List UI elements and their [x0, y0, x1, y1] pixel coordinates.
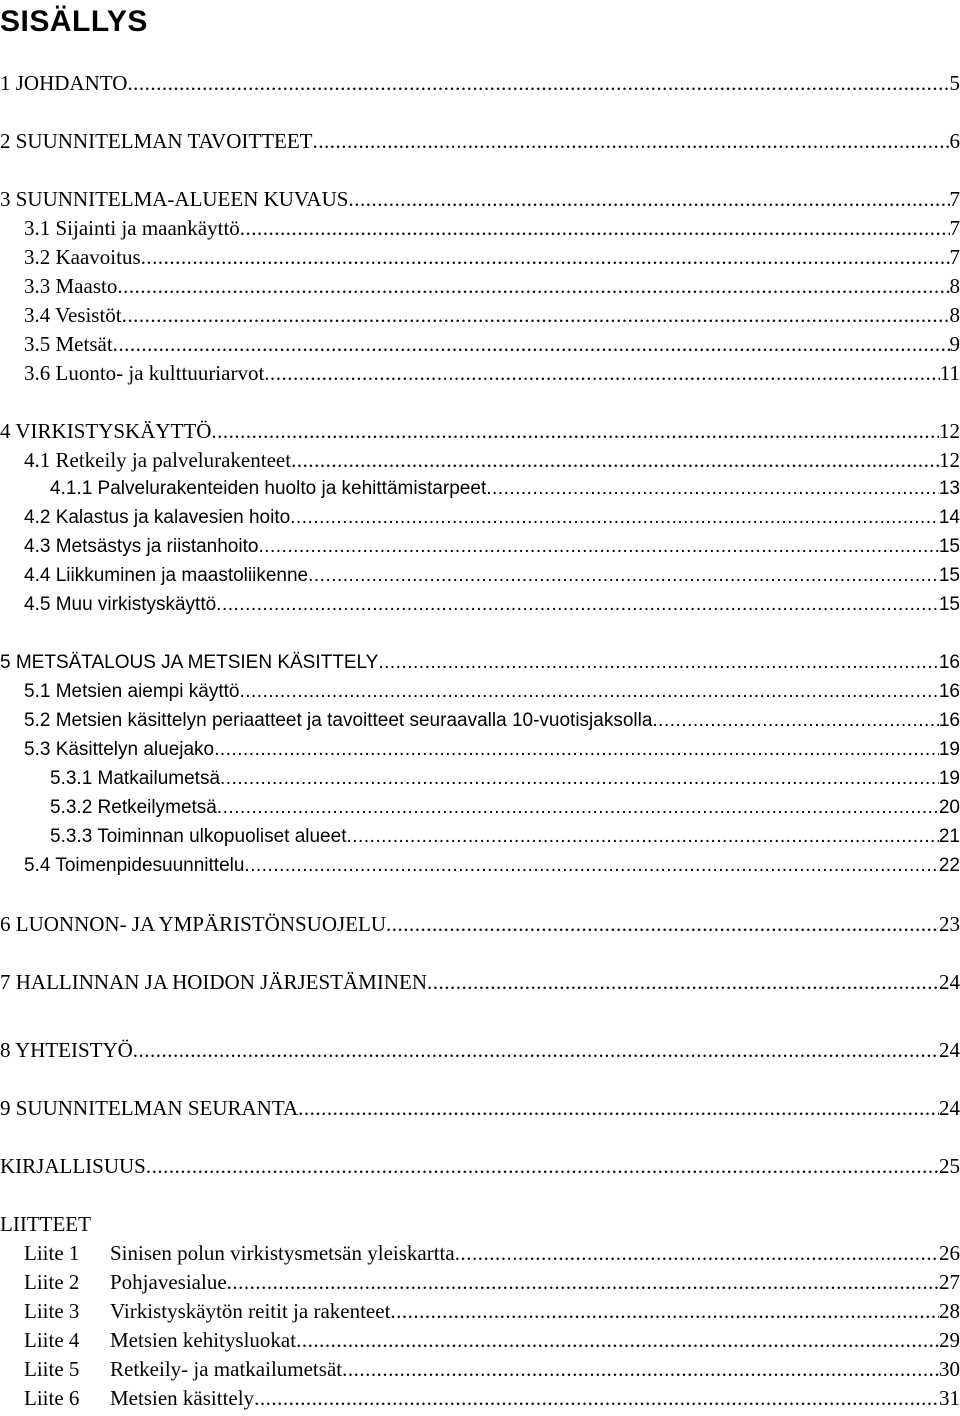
toc-entry[interactable] [24, 561, 960, 591]
toc-entry-page: 8 [949, 274, 960, 298]
toc-entry-label: 4.1 Retkeily ja palvelurakenteet [24, 448, 292, 472]
toc-entry-page: 16 [938, 652, 960, 673]
appendix-label: Metsien kehitysluokat [110, 1328, 297, 1352]
appendix-code: Liite 3 [24, 1299, 80, 1323]
dot-leader [122, 300, 950, 330]
toc-entry-page: 19 [938, 739, 960, 760]
toc-entry-page: 15 [938, 565, 960, 586]
toc-entry-label: 4.5 Muu virkistyskäyttö [24, 594, 217, 615]
toc-entry[interactable] [24, 532, 960, 562]
toc-entry[interactable] [0, 416, 960, 446]
toc-entry[interactable] [24, 300, 960, 330]
toc-entry-label: 3 SUUNNITELMA-ALUEEN KUVAUS [0, 187, 349, 211]
toc-entry[interactable] [50, 793, 960, 823]
toc-entry-page: 16 [938, 681, 960, 702]
appendix-entry[interactable] [24, 1354, 960, 1384]
appendix-page: 27 [939, 1270, 960, 1294]
dot-leader [227, 1267, 939, 1297]
appendix-code: Liite 6 [24, 1386, 80, 1410]
toc-entry-label: 4.1.1 Palvelurakenteiden huolto ja kehittämistarpeet [50, 478, 487, 499]
toc-entry-page: 13 [938, 478, 960, 499]
appendix-page: 26 [939, 1241, 960, 1265]
toc-entry-label: 5.3.1 Matkailumetsä [50, 768, 221, 789]
dot-leader [296, 1325, 939, 1355]
dot-leader [220, 764, 939, 794]
dot-leader [298, 1093, 939, 1123]
toc-entry[interactable] [50, 822, 960, 852]
toc-entry-label: 3.1 Sijainti ja maankäyttö [24, 216, 240, 240]
toc-entry-label: 1 JOHDANTO [0, 71, 128, 95]
dot-leader [216, 590, 939, 620]
toc-entry-label: 5.3.3 Toiminnan ulkopuoliset alueet [50, 826, 347, 847]
dot-leader [239, 677, 938, 707]
appendix-page: 30 [939, 1357, 960, 1381]
toc-entry-page: 15 [938, 594, 960, 615]
toc-entry-page: 15 [938, 536, 960, 557]
toc-entry-label: 5.3 Käsittelyn aluejako [24, 739, 215, 760]
appendix-page: 29 [939, 1328, 960, 1352]
appendix-label: Virkistyskäytön reitit ja rakenteet [110, 1299, 391, 1323]
toc-entry[interactable] [0, 1151, 960, 1181]
toc-entry-page: 16 [938, 710, 960, 731]
toc-entry-label: 4.2 Kalastus ja kalavesien hoito [24, 507, 291, 528]
toc-entry-page: 12 [939, 448, 960, 472]
toc-entry[interactable] [24, 735, 960, 765]
toc-entry[interactable] [24, 445, 960, 475]
toc-entry[interactable] [0, 1035, 960, 1065]
toc-entry[interactable] [24, 242, 960, 272]
toc-entry-label: 7 HALLINNAN JA HOIDON JÄRJESTÄMINEN [0, 970, 427, 994]
toc-entry[interactable] [0, 126, 960, 156]
toc-entry-page: 20 [938, 797, 960, 818]
toc-entry-label: 8 YHTEISTYÖ [0, 1038, 133, 1062]
appendix-code: Liite 2 [24, 1270, 80, 1294]
dot-leader [390, 1296, 939, 1326]
toc-entry-page: 21 [938, 826, 960, 847]
toc-entry-label: 3.2 Kaavoitus [24, 245, 141, 269]
dot-leader [127, 68, 949, 98]
appendix-entry[interactable] [24, 1325, 960, 1355]
appendix-page: 28 [939, 1299, 960, 1323]
dot-leader [258, 532, 938, 562]
dot-leader [214, 735, 939, 765]
dot-leader [240, 213, 950, 243]
toc-entry-label: 3.4 Vesistöt [24, 303, 122, 327]
appendix-label: Sinisen polun virkistysmetsän yleiskartta [110, 1241, 455, 1265]
toc-entry-page: 8 [949, 303, 960, 327]
toc-entry-page: 24 [939, 970, 960, 994]
appendix-heading: LIITTEET [0, 1212, 91, 1236]
dot-leader [264, 358, 939, 388]
toc-entry-page: 24 [939, 1096, 960, 1120]
toc-entry-label: 5.2 Metsien käsittelyn periaatteet ja tavoitteet seuraavalla 10-vuotisjaksolla [24, 710, 653, 731]
dot-leader [141, 242, 950, 272]
toc-entry-page: 7 [949, 245, 960, 269]
toc-entry-page: 24 [939, 1038, 960, 1062]
toc-entry[interactable] [0, 648, 960, 678]
toc-entry-page: 12 [939, 419, 960, 443]
toc-entry[interactable] [24, 329, 960, 359]
toc-entry-page: 22 [938, 855, 960, 876]
toc-entry-label: 4.3 Metsästys ja riistanhoito [24, 536, 259, 557]
dot-leader [254, 1383, 939, 1413]
dot-leader [427, 967, 939, 997]
appendix-entry[interactable] [24, 1296, 960, 1326]
dot-leader [244, 851, 938, 881]
toc-entry-label: 5.4 Toimenpidesuunnittelu [24, 855, 245, 876]
toc-entry[interactable] [24, 358, 960, 388]
toc-entry[interactable] [24, 271, 960, 301]
dot-leader [455, 1238, 939, 1268]
toc-entry[interactable] [24, 503, 960, 533]
toc-entry-label: 4.4 Liikkuminen ja maastoliikenne [24, 565, 309, 586]
toc-entry[interactable] [24, 213, 960, 243]
appendix-entry[interactable] [24, 1383, 960, 1413]
toc-entry[interactable] [0, 967, 960, 997]
page-title: SISÄLLYS [0, 5, 148, 38]
toc-entry-label: 2 SUUNNITELMAN TAVOITTEET [0, 129, 313, 153]
toc-entry-page: 7 [949, 216, 960, 240]
toc-entry-label: KIRJALLISUUS [0, 1154, 146, 1178]
appendix-label: Pohjavesialue [110, 1270, 227, 1294]
toc-entry-label: 5.3.2 Retkeilymetsä [50, 797, 217, 818]
dot-leader [113, 329, 950, 359]
toc-entry-page: 14 [938, 507, 960, 528]
toc-entry-page: 11 [939, 361, 960, 385]
appendix-code: Liite 5 [24, 1357, 80, 1381]
toc-entry-page: 25 [939, 1154, 960, 1178]
dot-leader [346, 822, 938, 852]
toc-entry[interactable] [0, 1093, 960, 1123]
toc-entry[interactable] [24, 706, 960, 736]
toc-entry-label: 9 SUUNNITELMAN SEURANTA [0, 1096, 299, 1120]
toc-entry[interactable] [24, 590, 960, 620]
toc-entry[interactable] [50, 474, 960, 504]
dot-leader [308, 561, 939, 591]
dot-leader [378, 648, 939, 678]
dot-leader [313, 126, 950, 156]
dot-leader [291, 445, 939, 475]
appendix-page: 31 [939, 1386, 960, 1410]
toc-entry-label: 6 LUONNON- JA YMPÄRISTÖNSUOJELU [0, 912, 386, 936]
appendix-code: Liite 4 [24, 1328, 80, 1352]
dot-leader [348, 184, 949, 214]
toc-entry-label: 5 METSÄTALOUS JA METSIEN KÄSITTELY [0, 652, 379, 673]
toc-entry-label: 4 VIRKISTYSKÄYTTÖ [0, 419, 212, 443]
dot-leader [386, 909, 939, 939]
appendix-code: Liite 1 [24, 1241, 80, 1265]
toc-entry[interactable] [0, 909, 960, 939]
toc-entry-page: 23 [939, 912, 960, 936]
toc-entry-page: 5 [949, 71, 960, 95]
toc-entry-page: 7 [949, 187, 960, 211]
toc-entry-label: 3.6 Luonto- ja kulttuuriarvot [24, 361, 265, 385]
dot-leader [133, 1035, 939, 1065]
appendix-entry[interactable] [24, 1267, 960, 1297]
toc-entry-page: 9 [949, 332, 960, 356]
toc-entry-page: 19 [938, 768, 960, 789]
appendix-label: Metsien käsittely [110, 1386, 255, 1410]
appendix-label: Retkeily- ja matkailumetsät [110, 1357, 343, 1381]
dot-leader [486, 474, 939, 504]
toc-entry-label: 5.1 Metsien aiempi käyttö [24, 681, 240, 702]
dot-leader [342, 1354, 939, 1384]
toc-entry[interactable] [0, 184, 960, 214]
dot-leader [652, 706, 938, 736]
toc-entry-page: 6 [949, 129, 960, 153]
toc-entry[interactable] [0, 68, 960, 98]
dot-leader [211, 416, 939, 446]
dot-leader [217, 793, 939, 823]
dot-leader [146, 1151, 939, 1181]
dot-leader [290, 503, 939, 533]
toc-entry-label: 3.5 Metsät [24, 332, 113, 356]
dot-leader [117, 271, 949, 301]
toc-entry-label: 3.3 Maasto [24, 274, 118, 298]
toc-entry[interactable] [24, 851, 960, 881]
toc-entry[interactable] [50, 764, 960, 794]
appendix-entry[interactable] [24, 1238, 960, 1268]
toc-entry[interactable] [24, 677, 960, 707]
